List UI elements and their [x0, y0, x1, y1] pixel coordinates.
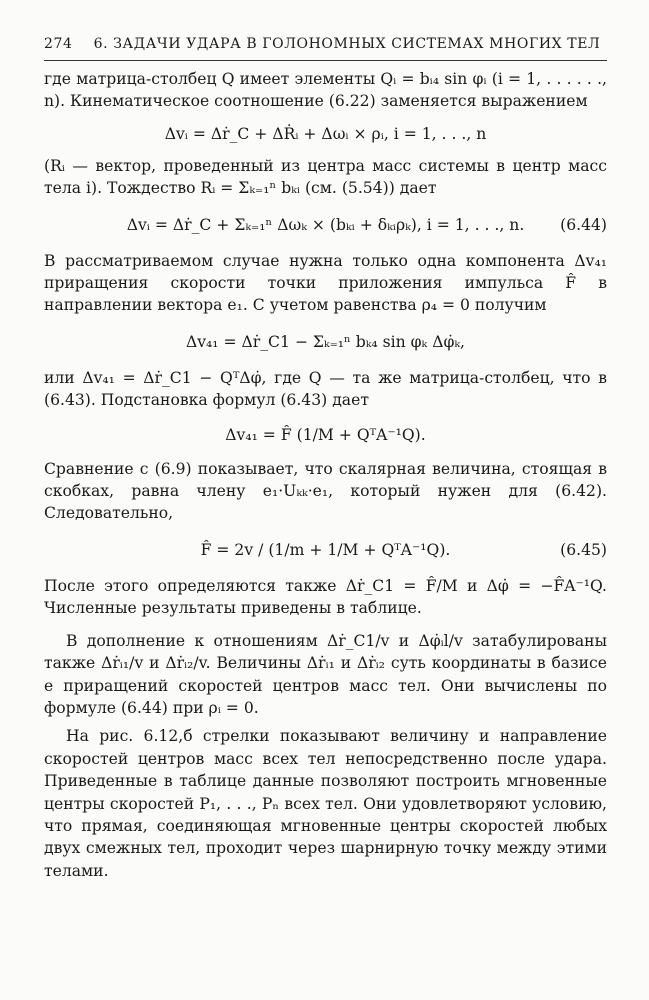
paragraph-4: или Δv₄₁ = Δṙ_C1 − QᵀΔφ̇, где Q — та же матрица-столбец, что в (6.43). Подстановка формул (6.43) дает — [44, 368, 607, 410]
equation-delta-v41-sum — [44, 317, 607, 367]
page-header — [44, 36, 614, 52]
equation-number-6-44: (6.44) — [560, 215, 607, 234]
paragraph-6: После этого определяются также Δṙ_C1 = F̂/M и Δφ̇ = −F̂A⁻¹Q. Численные результаты приведены в таблице. — [44, 576, 607, 618]
equation-5-text: F̂ = 2v / (1/m + 1/M + QᵀA⁻¹Q). — [200, 540, 451, 559]
paragraph-gap — [44, 620, 607, 630]
equation-6-44 — [44, 200, 607, 250]
equation-delta-v41-f — [44, 412, 607, 458]
running-title: 6. ЗАДАЧИ УДАРА В ГОЛОНОМНЫХ СИСТЕМАХ МНОГИХ ТЕЛ — [93, 36, 601, 52]
paragraph-7: В дополнение к отношениям Δṙ_C1/v и Δφ̇ᵢl/v затабулированы также Δṙᵢ₁/v и Δṙᵢ₂/v. Величины Δṙᵢ₁ и Δṙᵢ₂ суть координаты в базисе e приращений скоростей центров масс тел. Они вычислены по формуле (6.44) при ρᵢ = 0. — [44, 631, 607, 717]
equation-number-6-45: (6.45) — [560, 540, 607, 559]
equation-6-45 — [44, 525, 607, 575]
equation-2-text: Δvᵢ = Δṙ_C + Σₖ₌₁ⁿ Δωₖ × (bₖᵢ + δₖᵢρₖ), i = 1, . . ., n. — [126, 215, 525, 234]
equation-velocity-increment — [44, 113, 607, 155]
equation-3-text: Δv₄₁ = Δṙ_C1 − Σₖ₌₁ⁿ bₖ₄ sin φₖ Δφ̇ₖ, — [185, 332, 466, 351]
paragraph-8: На рис. 6.12,б стрелки показывают величину и направление скоростей центров масс всех тел непосредственно после удара. Приведенные в таблице данные позволяют построить мгновенные центры скоростей P₁, . . ., Pₙ всех тел. Они удовлетворяют условию, что прямая, соединяющая мгновенные центры скоростей любых двух смежных тел, проходит через шарнирную точку между этими телами. — [44, 727, 607, 880]
equation-1-text: Δvᵢ = Δṙ_C + ΔṘᵢ + Δωᵢ × ρᵢ, i = 1, . . ., n — [164, 124, 487, 143]
paragraph-2: (Rᵢ — вектор, проведенный из центра масс системы в центр масс тела i). Тождество Rᵢ = Σₖ₌₁ⁿ bₖᵢ (см. (5.54)) дает — [44, 156, 607, 198]
header-rule — [44, 60, 607, 61]
paragraph-3: В рассматриваемом случае нужна только одна компонента Δv₄₁ приращения скорости точки приложения импульса F̂ в направлении вектора e₁. С учетом равенства ρ₄ = 0 получим — [44, 251, 607, 315]
equation-4-text: Δv₄₁ = F̂ (1/M + QᵀA⁻¹Q). — [225, 425, 426, 444]
paragraph-5: Сравнение с (6.9) показывает, что скалярная величина, стоящая в скобках, равна члену e₁·Uₖₖ·e₁, который нужен для (6.42). Следовательно, — [44, 459, 607, 523]
page-body — [44, 68, 607, 882]
paragraph-1: где матрица-столбец Q имеет элементы Qᵢ = bᵢ₄ sin φᵢ (i = 1, . . . . . ., n). Кинематическое соотношение (6.22) заменяется выражением — [44, 70, 607, 111]
page-number: 274 — [44, 36, 73, 52]
